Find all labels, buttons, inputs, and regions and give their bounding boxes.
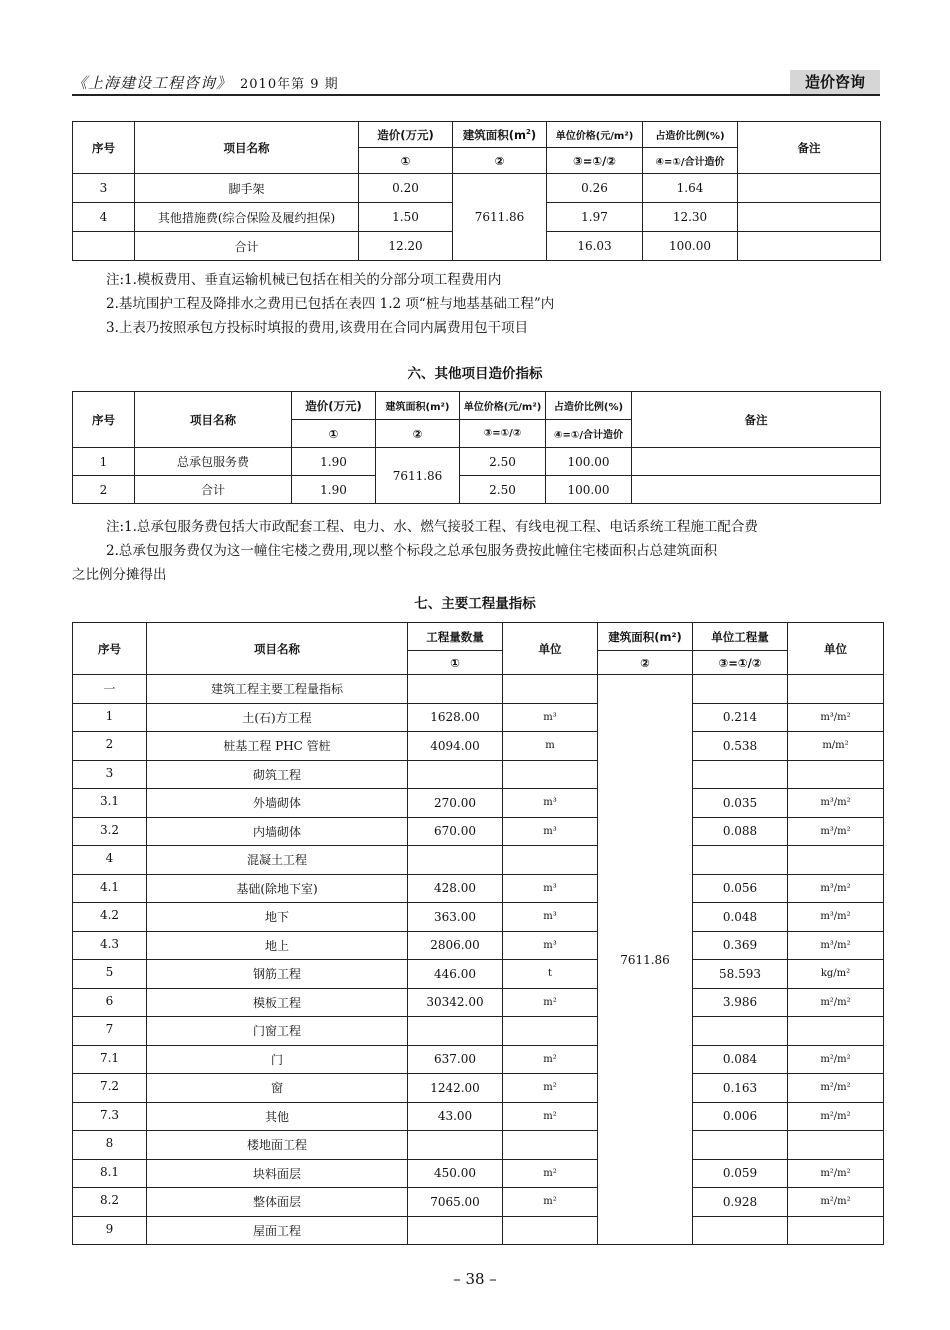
table-row — [73, 732, 884, 761]
cell-unit2 — [788, 1017, 884, 1046]
cell-seq: 4.2 — [73, 903, 147, 932]
cell-qty: 4094.00 — [408, 732, 503, 761]
cell-unit: m² — [503, 1188, 598, 1217]
cell-cost: 0.20 — [359, 174, 453, 203]
cell-seq — [73, 232, 135, 261]
sub-unit: ③=①/② — [460, 420, 546, 448]
cell-name: 合计 — [135, 232, 359, 261]
sub-ratio: ④=①/合计造价 — [546, 420, 632, 448]
cell-name: 土(石)方工程 — [147, 703, 408, 732]
section-6-title: 六、其他项目造价指标 — [407, 366, 543, 382]
cell-unit-qty — [693, 1131, 788, 1160]
sub-area: ② — [598, 651, 693, 675]
col-unit-qty: 单位工程量 — [693, 623, 788, 651]
cell-name: 门 — [147, 1045, 408, 1074]
cell-unit-qty — [693, 846, 788, 875]
cell-unit: m³ — [503, 903, 598, 932]
col-name: 项目名称 — [135, 122, 359, 174]
cell-unit2 — [788, 760, 884, 789]
table-row — [73, 448, 881, 476]
cell-area: 7611.86 — [598, 675, 693, 1245]
table-row — [73, 1131, 884, 1160]
cell-unit: 2.50 — [460, 476, 546, 504]
col-cost: 造价(万元) — [359, 122, 453, 148]
cell-seq: 1 — [73, 448, 135, 476]
col-area: 建筑面积(m²) — [376, 392, 460, 420]
cell-unit2: m²/m² — [788, 1102, 884, 1131]
header-rule — [72, 94, 880, 96]
col-area-text: 建筑面积(m — [462, 127, 527, 142]
cell-unit — [503, 760, 598, 789]
quantity-table-body — [73, 675, 884, 1245]
note-line: 注:1.模板费用、垂直运输机械已包括在相关的分部分项工程费用内 — [106, 272, 502, 288]
cell-name: 楼地面工程 — [147, 1131, 408, 1160]
cell-unit-qty: 0.059 — [693, 1159, 788, 1188]
col-qty: 工程量数量 — [408, 623, 503, 651]
cell-unit: m³ — [503, 789, 598, 818]
cell-name: 桩基工程 PHC 管桩 — [147, 732, 408, 761]
cell-unit2: m³/m² — [788, 874, 884, 903]
cell-unit2: m³/m² — [788, 703, 884, 732]
page-number: – 38 – — [453, 1270, 497, 1288]
cell-name: 屋面工程 — [147, 1216, 408, 1245]
page-header — [72, 62, 880, 94]
table-row — [73, 846, 884, 875]
cell-unit: t — [503, 960, 598, 989]
cell-seq: 4 — [73, 203, 135, 232]
table-row — [73, 874, 884, 903]
cost-table-other — [72, 391, 881, 504]
cell-ratio: 100.00 — [546, 448, 632, 476]
cell-name: 模板工程 — [147, 988, 408, 1017]
sub-unit-qty: ③=①/② — [693, 651, 788, 675]
cell-unit-qty: 3.986 — [693, 988, 788, 1017]
cell-unit-qty: 0.163 — [693, 1074, 788, 1103]
col-unit-price: 单位价格(元/m²) — [460, 392, 546, 420]
cell-seq: 7 — [73, 1017, 147, 1046]
cell-seq: 8.2 — [73, 1188, 147, 1217]
cell-unit2: m²/m² — [788, 988, 884, 1017]
table-row — [73, 960, 884, 989]
cell-ratio: 100.00 — [546, 476, 632, 504]
cell-name: 其他措施费(综合保险及履约担保) — [135, 203, 359, 232]
cell-qty — [408, 1017, 503, 1046]
cell-area: 7611.86 — [453, 174, 547, 261]
cell-seq: 3.1 — [73, 789, 147, 818]
cell-unit: m — [503, 732, 598, 761]
cell-unit2 — [788, 1216, 884, 1245]
cell-name: 基础(除地下室) — [147, 874, 408, 903]
cell-seq: 7.2 — [73, 1074, 147, 1103]
col-seq: 序号 — [73, 122, 135, 174]
cell-unit: m² — [503, 988, 598, 1017]
cell-seq: 2 — [73, 476, 135, 504]
cell-name: 钢筋工程 — [147, 960, 408, 989]
cell-cost: 12.20 — [359, 232, 453, 261]
cell-unit: m² — [503, 1045, 598, 1074]
cell-unit — [503, 846, 598, 875]
cell-unit-qty: 0.214 — [693, 703, 788, 732]
section-7-title: 七、主要工程量指标 — [414, 596, 536, 612]
cell-qty: 30342.00 — [408, 988, 503, 1017]
table-row — [73, 789, 884, 818]
table-row — [73, 903, 884, 932]
cell-unit2: m²/m² — [788, 1074, 884, 1103]
cell-unit: 1.97 — [547, 203, 643, 232]
sub-area: ② — [376, 420, 460, 448]
cell-unit2 — [788, 846, 884, 875]
table-row — [73, 1188, 884, 1217]
cell-unit2: m²/m² — [788, 1045, 884, 1074]
sub-cost: ① — [292, 420, 376, 448]
sub-cost: ① — [359, 148, 453, 174]
cell-unit-qty: 0.006 — [693, 1102, 788, 1131]
note-line: 之比例分摊得出 — [72, 567, 167, 583]
cell-name: 建筑工程主要工程量指标 — [147, 675, 408, 704]
table-row — [73, 1216, 884, 1245]
cell-unit2: m³/m² — [788, 817, 884, 846]
notes-1 — [72, 268, 882, 340]
col-seq: 序号 — [73, 392, 135, 448]
cell-unit-qty: 0.048 — [693, 903, 788, 932]
cell-seq: 1 — [73, 703, 147, 732]
cell-qty: 2806.00 — [408, 931, 503, 960]
cell-qty: 637.00 — [408, 1045, 503, 1074]
cell-qty: 428.00 — [408, 874, 503, 903]
cell-cost: 1.90 — [292, 448, 376, 476]
cell-unit2: m³/m² — [788, 789, 884, 818]
table-row — [73, 1074, 884, 1103]
cell-name: 块料面层 — [147, 1159, 408, 1188]
col-unit: 单位 — [503, 623, 598, 675]
table-row — [73, 174, 881, 203]
cell-unit2: m²/m² — [788, 1188, 884, 1217]
cell-remark — [632, 448, 881, 476]
cell-name: 地下 — [147, 903, 408, 932]
cell-seq: 8.1 — [73, 1159, 147, 1188]
cell-seq: 7.3 — [73, 1102, 147, 1131]
cell-ratio: 100.00 — [643, 232, 738, 261]
col-area — [453, 122, 547, 148]
cell-name: 窗 — [147, 1074, 408, 1103]
cell-name: 其他 — [147, 1102, 408, 1131]
table-row — [73, 817, 884, 846]
cell-seq: 一 — [73, 675, 147, 704]
cell-remark — [738, 203, 881, 232]
cell-qty: 450.00 — [408, 1159, 503, 1188]
cell-name: 整体面层 — [147, 1188, 408, 1217]
col-area-sup: 2 — [526, 127, 531, 136]
cell-unit: m² — [503, 1074, 598, 1103]
table-row — [73, 931, 884, 960]
cell-unit-qty: 0.369 — [693, 931, 788, 960]
cell-qty: 270.00 — [408, 789, 503, 818]
cell-name: 内墙砌体 — [147, 817, 408, 846]
table-row — [73, 1045, 884, 1074]
cell-ratio: 1.64 — [643, 174, 738, 203]
col-cost: 造价(万元) — [292, 392, 376, 420]
table-row — [73, 760, 884, 789]
col-unit2: 单位 — [788, 623, 884, 675]
col-remark: 备注 — [738, 122, 881, 174]
col-name: 项目名称 — [135, 392, 292, 448]
cell-unit: m² — [503, 1159, 598, 1188]
cell-qty: 446.00 — [408, 960, 503, 989]
cell-name: 总承包服务费 — [135, 448, 292, 476]
cell-name: 砌筑工程 — [147, 760, 408, 789]
col-ratio: 占造价比例(%) — [546, 392, 632, 420]
note-line: 注:1.总承包服务费包括大市政配套工程、电力、水、燃气接驳工程、有线电视工程、电话系统工程施工配合费 — [106, 519, 758, 535]
cell-qty: 1628.00 — [408, 703, 503, 732]
cell-seq: 3 — [73, 760, 147, 789]
cell-remark — [738, 174, 881, 203]
cell-unit-qty: 0.538 — [693, 732, 788, 761]
col-area-end: ) — [530, 127, 537, 142]
cell-unit: 2.50 — [460, 448, 546, 476]
cell-seq: 7.1 — [73, 1045, 147, 1074]
cell-unit — [503, 1216, 598, 1245]
journal-title — [72, 72, 339, 93]
col-ratio: 占造价比例(%) — [643, 122, 738, 148]
journal-name: 《上海建设工程咨询》 — [72, 74, 233, 92]
cell-cost: 1.50 — [359, 203, 453, 232]
cell-ratio: 12.30 — [643, 203, 738, 232]
cell-unit-qty: 0.056 — [693, 874, 788, 903]
cell-qty — [408, 846, 503, 875]
cell-unit2 — [788, 675, 884, 704]
cell-qty — [408, 760, 503, 789]
cell-name: 门窗工程 — [147, 1017, 408, 1046]
cell-name: 脚手架 — [135, 174, 359, 203]
cell-name: 合计 — [135, 476, 292, 504]
cell-unit — [503, 1017, 598, 1046]
cell-seq: 8 — [73, 1131, 147, 1160]
cell-seq: 4 — [73, 846, 147, 875]
note-line: 3.上表乃按照承包方投标时填报的费用,该费用在合同内属费用包干项目 — [106, 320, 529, 336]
section-tag: 造价咨询 — [790, 70, 880, 94]
cell-seq: 2 — [73, 732, 147, 761]
cell-qty — [408, 1216, 503, 1245]
cell-seq: 3 — [73, 174, 135, 203]
cell-name: 外墙砌体 — [147, 789, 408, 818]
cell-cost: 1.90 — [292, 476, 376, 504]
cell-unit: m³ — [503, 817, 598, 846]
table-row — [73, 476, 881, 504]
cell-qty: 1242.00 — [408, 1074, 503, 1103]
cell-unit2: m²/m² — [788, 1159, 884, 1188]
cell-name: 混凝土工程 — [147, 846, 408, 875]
col-remark: 备注 — [632, 392, 881, 448]
cell-qty: 43.00 — [408, 1102, 503, 1131]
cell-unit: m³ — [503, 874, 598, 903]
cell-qty: 7065.00 — [408, 1188, 503, 1217]
sub-area: ② — [453, 148, 547, 174]
table-row — [73, 988, 884, 1017]
cell-area: 7611.86 — [376, 448, 460, 504]
cell-qty — [408, 1131, 503, 1160]
table-row — [73, 1017, 884, 1046]
sub-qty: ① — [408, 651, 503, 675]
cell-unit2: m³/m² — [788, 931, 884, 960]
cell-unit: m³ — [503, 931, 598, 960]
cell-unit-qty: 0.084 — [693, 1045, 788, 1074]
cell-unit2 — [788, 1131, 884, 1160]
cell-unit-qty: 0.928 — [693, 1188, 788, 1217]
table-row — [73, 1159, 884, 1188]
col-name: 项目名称 — [147, 623, 408, 675]
table-row — [73, 1102, 884, 1131]
cell-unit: 0.26 — [547, 174, 643, 203]
cell-unit — [503, 675, 598, 704]
cell-unit-qty: 58.593 — [693, 960, 788, 989]
cell-qty: 670.00 — [408, 817, 503, 846]
cell-unit2: kg/m² — [788, 960, 884, 989]
table-row — [73, 675, 884, 704]
cell-remark — [632, 476, 881, 504]
cell-qty: 363.00 — [408, 903, 503, 932]
cell-unit-qty — [693, 760, 788, 789]
cell-seq: 5 — [73, 960, 147, 989]
col-area: 建筑面积(m²) — [598, 623, 693, 651]
cell-unit: 16.03 — [547, 232, 643, 261]
cell-unit — [503, 1131, 598, 1160]
sub-ratio: ④=①/合计造价 — [643, 148, 738, 174]
cell-remark — [738, 232, 881, 261]
cell-unit: m² — [503, 1102, 598, 1131]
cell-unit2: m/m² — [788, 732, 884, 761]
note-line: 2.总承包服务费仅为这一幢住宅楼之费用,现以整个标段之总承包服务费按此幢住宅楼面积占总建筑面积 — [106, 543, 718, 559]
col-unit-price: 单位价格(元/m²) — [547, 122, 643, 148]
cell-seq: 9 — [73, 1216, 147, 1245]
cell-seq: 4.3 — [73, 931, 147, 960]
cell-seq: 3.2 — [73, 817, 147, 846]
cell-unit-qty — [693, 1216, 788, 1245]
col-seq: 序号 — [73, 623, 147, 675]
cell-unit-qty — [693, 675, 788, 704]
table-row — [73, 703, 884, 732]
notes-2 — [72, 515, 882, 587]
sub-unit: ③=①/② — [547, 148, 643, 174]
cost-table-measures — [72, 121, 881, 261]
cell-unit-qty: 0.035 — [693, 789, 788, 818]
issue-label: 2010年第 9 期 — [240, 77, 339, 92]
cell-seq: 4.1 — [73, 874, 147, 903]
cell-unit: m³ — [503, 703, 598, 732]
cell-unit-qty — [693, 1017, 788, 1046]
quantity-table — [72, 622, 884, 1245]
cell-qty — [408, 675, 503, 704]
cell-unit-qty: 0.088 — [693, 817, 788, 846]
cell-name: 地上 — [147, 931, 408, 960]
note-line: 2.基坑围护工程及降排水之费用已包括在表四 1.2 项“桩与地基基础工程”内 — [106, 296, 555, 312]
cell-unit2: m³/m² — [788, 903, 884, 932]
cell-seq: 6 — [73, 988, 147, 1017]
